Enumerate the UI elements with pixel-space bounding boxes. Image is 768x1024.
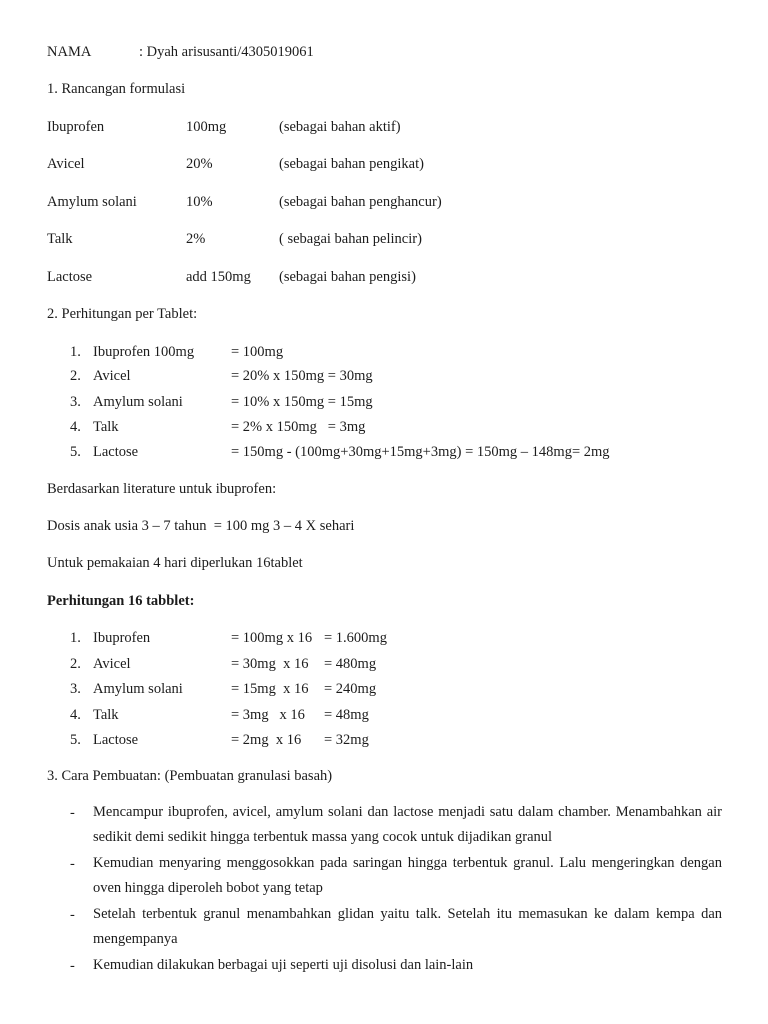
formula-amount: add 150mg (186, 269, 251, 285)
list-item-calc: = 15mg x 16 (231, 681, 309, 697)
formula-amount: 20% (186, 156, 213, 172)
list-item-result: = 240mg (324, 681, 377, 697)
step-paragraph: Kemudian menyaring menggosokkan pada saringan hingga terbentuk granul. Lalu mengeringkan dengan oven hingga diperoleh bobot yang tetap (93, 855, 722, 896)
list-number: 2. (70, 368, 81, 384)
bullet-dash: - (70, 856, 75, 872)
list-item-calc: = 2mg x 16 (231, 732, 302, 748)
bullet-dash: - (70, 805, 75, 821)
list-number: 4. (70, 419, 81, 435)
list-number: 2. (70, 656, 81, 672)
formula-name: Amylum solani (47, 194, 137, 210)
section-3-title: 3. Cara Pembuatan: (Pembuatan granulasi basah) (47, 768, 333, 784)
calc-16-title: Perhitungan 16 tabblet: (47, 593, 195, 609)
list-item-result: = 1.600mg (324, 630, 387, 646)
list-item-calc: = 150mg - (100mg+30mg+15mg+3mg) = 150mg – 148mg= 2mg (231, 444, 610, 460)
list-number: 3. (70, 681, 81, 697)
formula-name: Avicel (47, 156, 85, 172)
list-number: 3. (70, 394, 81, 410)
list-item-name: Amylum solani (93, 394, 183, 410)
formula-role: ( sebagai bahan pelincir) (279, 231, 422, 247)
formula-role: (sebagai bahan aktif) (279, 119, 401, 135)
list-item-result: = 32mg (324, 732, 369, 748)
list-item-calc: = 2% x 150mg = 3mg (231, 419, 366, 435)
formula-amount: 2% (186, 231, 206, 247)
list-item-name: Talk (93, 707, 119, 723)
list-item-name: Talk (93, 419, 119, 435)
list-number: 1. (70, 344, 81, 360)
literature-line: Berdasarkan literature untuk ibuprofen: (47, 481, 277, 497)
list-item-result: = 480mg (324, 656, 377, 672)
formula-name: Ibuprofen (47, 119, 105, 135)
formula-amount: 100mg (186, 119, 227, 135)
formula-name: Lactose (47, 269, 93, 285)
list-number: 1. (70, 630, 81, 646)
list-item-calc: = 100mg x 16 (231, 630, 313, 646)
name-value: : Dyah arisusanti/4305019061 (139, 44, 314, 60)
list-number: 5. (70, 732, 81, 748)
list-item-calc: = 100mg (231, 344, 284, 360)
list-number: 4. (70, 707, 81, 723)
bullet-dash: - (70, 907, 75, 923)
list-item-calc: = 3mg x 16 (231, 707, 305, 723)
list-item-calc: = 20% x 150mg = 30mg (231, 368, 373, 384)
section-2-title: 2. Perhitungan per Tablet: (47, 306, 198, 322)
step-paragraph: Mencampur ibuprofen, avicel, amylum solani dan lactose menjadi satu dalam chamber. Menambahkan air sedikit demi sedikit hingga terbentuk massa yang cocok untuk dijadikan granul (93, 804, 722, 845)
list-item-name: Ibuprofen (93, 630, 151, 646)
list-item-name: Ibuprofen 100mg (93, 344, 195, 360)
formula-name: Talk (47, 231, 73, 247)
step-paragraph: Setelah terbentuk granul menambahkan glidan yaitu talk. Setelah itu memasukan ke dalam kempa dan mengempanya (93, 906, 722, 947)
formula-role: (sebagai bahan penghancur) (279, 194, 442, 210)
section-1-title: 1. Rancangan formulasi (47, 81, 186, 97)
list-item-name: Avicel (93, 656, 131, 672)
step-paragraph: Kemudian dilakukan berbagai uji seperti uji disolusi dan lain-lain (93, 957, 474, 973)
bullet-dash: - (70, 958, 75, 974)
formula-amount: 10% (186, 194, 213, 210)
list-item-name: Lactose (93, 732, 139, 748)
list-item-name: Avicel (93, 368, 131, 384)
list-number: 5. (70, 444, 81, 460)
formula-role: (sebagai bahan pengikat) (279, 156, 424, 172)
list-item-calc: = 30mg x 16 (231, 656, 309, 672)
usage-line: Untuk pemakaian 4 hari diperlukan 16tablet (47, 555, 303, 571)
list-item-calc: = 10% x 150mg = 15mg (231, 394, 373, 410)
list-item-name: Lactose (93, 444, 139, 460)
dose-line: Dosis anak usia 3 – 7 tahun = 100 mg 3 – 4 X sehari (47, 518, 355, 534)
list-item-name: Amylum solani (93, 681, 183, 697)
list-item-result: = 48mg (324, 707, 369, 723)
formula-role: (sebagai bahan pengisi) (279, 269, 416, 285)
name-label: NAMA (47, 44, 92, 60)
